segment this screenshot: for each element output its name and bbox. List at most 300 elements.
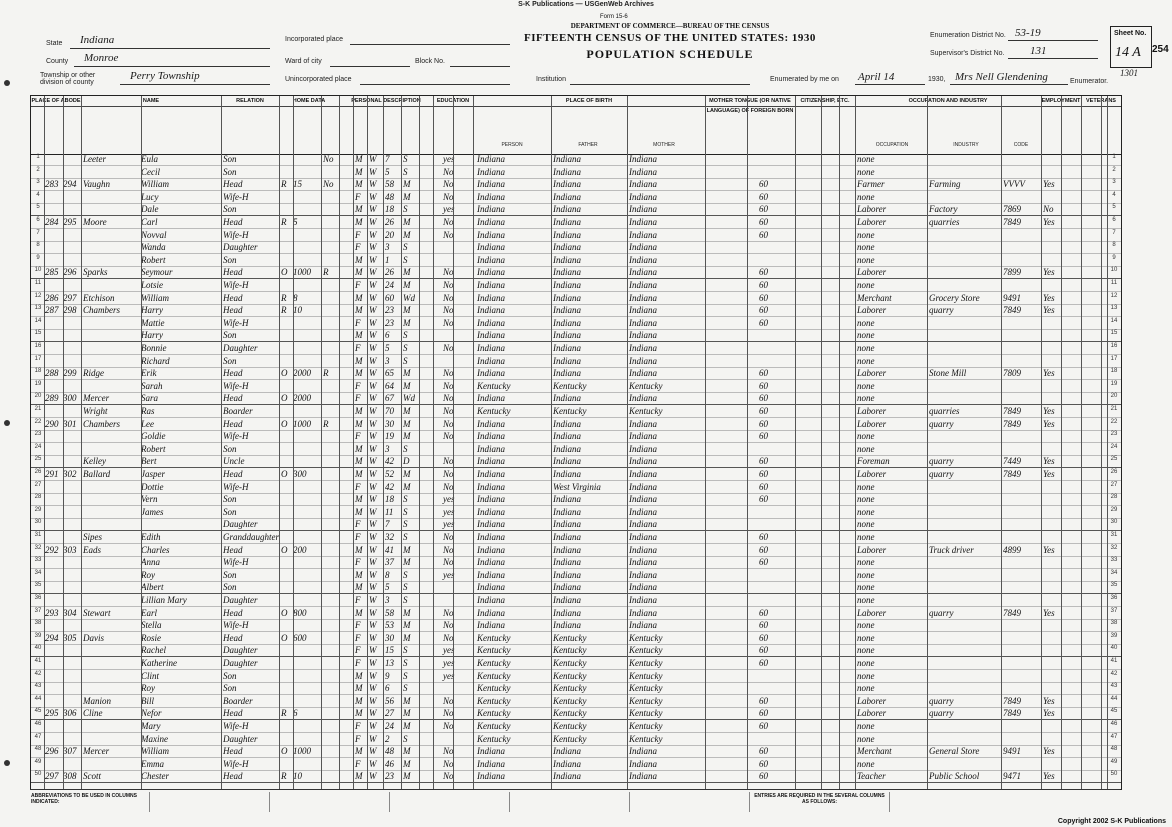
- occupation-code: [1003, 192, 1033, 203]
- line-number: 44: [34, 695, 42, 702]
- language-code: [759, 570, 777, 581]
- table-row: [31, 318, 1121, 330]
- birthplace-father: Indiana: [553, 544, 581, 555]
- sex: F: [355, 229, 361, 240]
- given-name: Nefor: [141, 708, 162, 719]
- sex: M: [355, 708, 363, 719]
- given-name: Erik: [141, 368, 157, 379]
- marital-status: M: [403, 229, 411, 240]
- industry: [929, 330, 1001, 341]
- birthplace-father: Indiana: [553, 569, 581, 580]
- dwelling-number: [45, 658, 63, 669]
- marital-status: S: [403, 670, 408, 681]
- radio: [323, 671, 339, 682]
- line-number-right: 5: [1112, 204, 1116, 211]
- marital-status: M: [403, 758, 411, 769]
- line-number-right: 23: [1110, 431, 1118, 438]
- home-value: [293, 456, 321, 467]
- family-number: 296: [63, 267, 77, 278]
- line-number-right: 37: [1110, 607, 1118, 614]
- dwelling-number: 292: [45, 544, 59, 555]
- sex: M: [355, 443, 363, 454]
- relation: Daughter: [223, 733, 258, 744]
- column-rule: [839, 96, 840, 789]
- line-number: 22: [34, 418, 42, 425]
- surname: Eads: [83, 544, 101, 555]
- sex: M: [355, 368, 363, 379]
- school-attendance: No: [443, 721, 454, 731]
- school-attendance: No: [443, 179, 454, 190]
- state-line: [70, 48, 270, 49]
- birthplace-mother: Indiana: [629, 305, 657, 316]
- occupation: Laborer: [857, 305, 887, 316]
- sex: M: [355, 494, 363, 505]
- industry: [929, 255, 1001, 266]
- dwelling-number: 295: [45, 708, 59, 719]
- occupation: none: [857, 481, 875, 492]
- birthplace-person: Indiana: [477, 607, 505, 618]
- race: W: [369, 179, 377, 190]
- marital-status: M: [403, 179, 411, 190]
- age: 18: [385, 494, 394, 505]
- birthplace-person: Indiana: [477, 595, 505, 605]
- column-rule: [353, 96, 354, 789]
- home-owned: [281, 318, 293, 329]
- home-value: [293, 620, 321, 631]
- family-number: [63, 192, 81, 203]
- enum-district-line: [1008, 40, 1098, 41]
- dwelling-number: [45, 570, 63, 581]
- given-name: Bonnie: [141, 343, 167, 353]
- birthplace-mother: Indiana: [629, 569, 657, 580]
- marital-status: M: [403, 305, 411, 316]
- table-row: [31, 746, 1121, 758]
- unincorporated-label: Unincorporated place: [285, 76, 352, 83]
- employed: [1043, 280, 1067, 291]
- enumerated-year: 1930,: [928, 76, 946, 83]
- birthplace-mother: Indiana: [629, 229, 657, 240]
- industry: Grocery Store: [929, 292, 980, 303]
- home-owned: [281, 671, 293, 682]
- given-name: Novval: [141, 229, 167, 240]
- home-owned: [281, 570, 293, 581]
- surname: [83, 255, 141, 266]
- family-number: [63, 255, 81, 266]
- given-name: Goldie: [141, 431, 166, 442]
- group-employment: EMPLOYMENT: [1041, 96, 1082, 107]
- home-value: 15: [293, 179, 302, 190]
- family-number: [63, 570, 81, 581]
- table-row: [31, 293, 1121, 305]
- sex: M: [355, 406, 363, 416]
- sex: M: [355, 506, 363, 517]
- race: W: [369, 632, 377, 643]
- column-rule: [795, 96, 796, 789]
- birthplace-father: Indiana: [553, 758, 581, 769]
- school-attendance: No: [443, 532, 454, 542]
- department-title: DEPARTMENT OF COMMERCE—BUREAU OF THE CENSUS: [570, 22, 770, 30]
- given-name: Lotsie: [141, 280, 164, 290]
- industry: [929, 318, 1001, 329]
- birthplace-father: Indiana: [553, 582, 581, 593]
- relation: Head: [223, 267, 243, 278]
- column-rule: [63, 96, 64, 789]
- line-number: 34: [34, 569, 42, 576]
- group-name: NAME: [81, 96, 222, 107]
- home-owned: O: [281, 544, 288, 555]
- birthplace-father: Indiana: [553, 595, 581, 605]
- language-code: [759, 154, 777, 165]
- race: W: [369, 254, 377, 265]
- age: 67: [385, 393, 394, 404]
- age: 6: [385, 683, 390, 694]
- radio: [323, 456, 339, 467]
- given-name: Emma: [141, 758, 164, 769]
- line-number: 35: [34, 582, 42, 589]
- birthplace-father: Indiana: [553, 355, 581, 366]
- relation: Wife-H: [223, 557, 249, 568]
- radio: [323, 721, 339, 732]
- line-number: 27: [34, 481, 42, 488]
- birthplace-person: Kentucky: [477, 695, 511, 706]
- school-attendance: yes: [443, 645, 455, 656]
- sex: M: [355, 418, 363, 429]
- language-code: 60: [759, 418, 768, 429]
- school-attendance: [443, 444, 471, 455]
- given-name: William: [141, 746, 170, 757]
- surname: Wright: [83, 406, 108, 416]
- family-number: 301: [63, 418, 77, 429]
- line-number-right: 12: [1110, 292, 1118, 299]
- dwelling-number: [45, 381, 63, 392]
- birthplace-person: Indiana: [477, 254, 505, 265]
- home-owned: [281, 204, 293, 215]
- abbreviations-title: ABBREVIATIONS TO BE USED IN COLUMNS INDICATED:: [30, 792, 150, 812]
- birthplace-person: Indiana: [477, 154, 505, 164]
- employed: Yes: [1043, 267, 1055, 278]
- marital-status: Wd: [403, 393, 415, 404]
- dwelling-number: [45, 167, 63, 178]
- family-number: [63, 154, 81, 165]
- race: W: [369, 418, 377, 429]
- table-row: [31, 192, 1121, 204]
- occupation: none: [857, 343, 875, 353]
- language-code: 60: [759, 469, 768, 479]
- home-owned: R: [281, 708, 287, 719]
- surname: Ridge: [83, 368, 104, 379]
- language-code: 60: [759, 721, 768, 731]
- employed: Yes: [1043, 708, 1055, 719]
- relation: Boarder: [223, 695, 253, 706]
- given-name: Eula: [141, 154, 158, 164]
- birthplace-father: Indiana: [553, 229, 581, 240]
- given-name: William: [141, 292, 170, 303]
- surname: Chambers: [83, 305, 121, 316]
- birthplace-mother: Indiana: [629, 758, 657, 769]
- race: W: [369, 519, 377, 530]
- occupation: none: [857, 443, 875, 454]
- column-rule: [1061, 96, 1062, 789]
- surname: Mercer: [83, 393, 110, 404]
- marital-status: M: [403, 746, 411, 757]
- language-code: 60: [759, 708, 768, 719]
- occupation-code: VVVV: [1003, 179, 1025, 190]
- given-name: Sarah: [141, 380, 163, 391]
- home-value: [293, 532, 321, 543]
- language-code: 60: [759, 456, 768, 467]
- relation: Head: [223, 708, 243, 719]
- marital-status: S: [403, 645, 408, 656]
- occupation-code: [1003, 734, 1033, 745]
- industry: [929, 683, 1001, 694]
- age: 30: [385, 418, 394, 429]
- school-attendance: No: [443, 191, 454, 202]
- home-owned: R: [281, 179, 287, 190]
- occupation: Laborer: [857, 267, 887, 278]
- family-number: [63, 318, 81, 329]
- table-row: [31, 330, 1121, 342]
- line-number-right: 34: [1110, 569, 1118, 576]
- birthplace-person: Indiana: [477, 431, 505, 442]
- dwelling-number: [45, 431, 63, 442]
- home-value: [293, 494, 321, 505]
- race: W: [369, 292, 377, 303]
- occupation-code: [1003, 494, 1033, 505]
- age: 3: [385, 443, 390, 454]
- employed: [1043, 507, 1067, 518]
- home-owned: [281, 343, 293, 354]
- sex: M: [355, 456, 363, 467]
- given-name: Chester: [141, 771, 169, 782]
- radio: [323, 482, 339, 493]
- race: W: [369, 355, 377, 366]
- marital-status: S: [403, 519, 408, 530]
- home-owned: [281, 519, 293, 530]
- language-code: 60: [759, 544, 768, 555]
- employed: [1043, 482, 1067, 493]
- sex: F: [355, 721, 361, 731]
- given-name: Charles: [141, 544, 170, 555]
- supervisor-value: 131: [1030, 45, 1047, 57]
- sex: F: [355, 733, 361, 744]
- race: W: [369, 746, 377, 757]
- industry: [929, 431, 1001, 442]
- occupation: none: [857, 670, 875, 681]
- language-code: 60: [759, 431, 768, 442]
- line-number-right: 48: [1110, 746, 1118, 753]
- institution-label: Institution: [536, 76, 566, 83]
- employed: Yes: [1043, 469, 1055, 479]
- radio: [323, 746, 339, 757]
- birthplace-person: Indiana: [477, 191, 505, 202]
- home-value: 2000: [293, 393, 311, 404]
- birthplace-person: Kentucky: [477, 670, 511, 681]
- given-name: Vern: [141, 494, 158, 505]
- birthplace-mother: Indiana: [629, 355, 657, 366]
- line-number-right: 35: [1110, 582, 1118, 589]
- home-owned: R: [281, 292, 287, 303]
- occupation: none: [857, 380, 875, 391]
- table-row: [31, 608, 1121, 620]
- given-name: Earl: [141, 607, 158, 618]
- race: W: [369, 267, 377, 278]
- given-name: Dottie: [141, 481, 164, 492]
- marital-status: S: [403, 242, 408, 253]
- birthplace-mother: Indiana: [629, 481, 657, 492]
- home-value: 1000: [293, 418, 311, 429]
- surname: [83, 192, 141, 203]
- age: 26: [385, 217, 394, 227]
- given-name: Lillian Mary: [141, 595, 187, 605]
- industry: quarries: [929, 406, 960, 416]
- employed: [1043, 444, 1067, 455]
- home-value: 800: [293, 607, 307, 618]
- birthplace-person: Indiana: [477, 204, 505, 215]
- age: 24: [385, 721, 394, 731]
- footer-box: [630, 792, 750, 812]
- occupation-code: [1003, 393, 1033, 404]
- age: 48: [385, 191, 394, 202]
- birthplace-mother: Kentucky: [629, 670, 663, 681]
- sex: F: [355, 557, 361, 568]
- language-code: 60: [759, 557, 768, 568]
- given-name: Rosie: [141, 632, 161, 643]
- marital-status: M: [403, 620, 411, 631]
- sex: M: [355, 217, 363, 227]
- home-owned: [281, 482, 293, 493]
- birthplace-father: Indiana: [553, 242, 581, 253]
- surname: [83, 507, 141, 518]
- relation: Son: [223, 355, 237, 366]
- column-rule: [293, 96, 294, 789]
- language-code: 60: [759, 481, 768, 492]
- age: 15: [385, 645, 394, 656]
- surname: Etchison: [83, 292, 115, 303]
- school-attendance: [443, 255, 471, 266]
- group-citizenship: CITIZENSHIP, ETC.: [795, 96, 856, 107]
- line-number: 40: [34, 645, 42, 652]
- table-row: [31, 633, 1121, 645]
- line-number: 16: [34, 343, 42, 349]
- surname: Sipes: [83, 532, 102, 542]
- employed: Yes: [1043, 771, 1055, 782]
- sex: F: [355, 380, 361, 391]
- relation: Head: [223, 179, 243, 190]
- birthplace-father: Indiana: [553, 506, 581, 517]
- language-code: [759, 507, 777, 518]
- radio: [323, 759, 339, 770]
- column-rule: [551, 96, 552, 789]
- race: W: [369, 582, 377, 593]
- occupation: Laborer: [857, 708, 887, 719]
- birthplace-father: Indiana: [553, 557, 581, 568]
- line-number: 15: [34, 330, 42, 337]
- radio: [323, 381, 339, 392]
- column-rule: [44, 96, 45, 789]
- sex: F: [355, 280, 361, 290]
- county-line: [74, 66, 270, 67]
- birthplace-person: Indiana: [477, 519, 505, 530]
- language-code: 60: [759, 229, 768, 240]
- surname: [83, 343, 141, 354]
- column-rule: [1081, 96, 1082, 789]
- race: W: [369, 229, 377, 240]
- home-value: 600: [293, 632, 307, 643]
- surname: [83, 230, 141, 241]
- sex: M: [355, 355, 363, 366]
- home-owned: [281, 620, 293, 631]
- race: W: [369, 620, 377, 631]
- employed: Yes: [1043, 292, 1055, 303]
- school-attendance: [443, 582, 471, 593]
- industry: quarry: [929, 305, 954, 316]
- birthplace-person: Indiana: [477, 317, 505, 328]
- line-number-right: 42: [1110, 670, 1118, 677]
- language-code: 60: [759, 658, 768, 668]
- employed: [1043, 721, 1067, 732]
- surname: Kelley: [83, 456, 106, 467]
- race: W: [369, 217, 377, 227]
- table-row: [31, 356, 1121, 368]
- sheet-value: 14 A: [1115, 45, 1141, 60]
- surname: [83, 734, 141, 745]
- line-number: 3: [36, 179, 40, 186]
- sex: F: [355, 658, 361, 668]
- column-rule: [339, 96, 340, 789]
- employed: [1043, 532, 1067, 543]
- home-value: [293, 255, 321, 266]
- language-code: [759, 444, 777, 455]
- relation: Head: [223, 771, 243, 782]
- relation: Wife-H: [223, 191, 249, 202]
- home-value: [293, 381, 321, 392]
- group-occupation: OCCUPATION AND INDUSTRY: [855, 96, 1042, 107]
- column-rule: [927, 96, 928, 789]
- birthplace-person: Indiana: [477, 229, 505, 240]
- line-number: 45: [34, 708, 42, 715]
- language-code: 60: [759, 406, 768, 416]
- marital-status: M: [403, 380, 411, 391]
- relation: Wife-H: [223, 481, 249, 492]
- employed: [1043, 671, 1067, 682]
- school-attendance: No: [443, 368, 454, 379]
- dwelling-number: [45, 721, 63, 732]
- race: W: [369, 380, 377, 391]
- radio: [323, 255, 339, 266]
- incorporated-label: Incorporated place: [285, 36, 343, 43]
- employed: Yes: [1043, 368, 1055, 379]
- birthplace-person: Indiana: [477, 443, 505, 454]
- language-code: 60: [759, 620, 768, 631]
- home-value: [293, 658, 321, 669]
- industry: [929, 721, 1001, 732]
- school-attendance: No: [443, 280, 454, 290]
- sex: F: [355, 343, 361, 353]
- school-attendance: No: [443, 343, 454, 353]
- relation: Daughter: [223, 343, 258, 353]
- surname: [83, 242, 141, 253]
- surname: Scott: [83, 771, 101, 782]
- line-number-right: 6: [1112, 217, 1116, 223]
- table-row: [31, 154, 1121, 166]
- birthplace-person: Indiana: [477, 746, 505, 757]
- given-name: William: [141, 179, 170, 190]
- marital-status: M: [403, 771, 411, 782]
- punch-hole: [4, 420, 10, 426]
- ward-line: [330, 66, 410, 67]
- birthplace-father: Kentucky: [553, 695, 587, 706]
- sex: F: [355, 645, 361, 656]
